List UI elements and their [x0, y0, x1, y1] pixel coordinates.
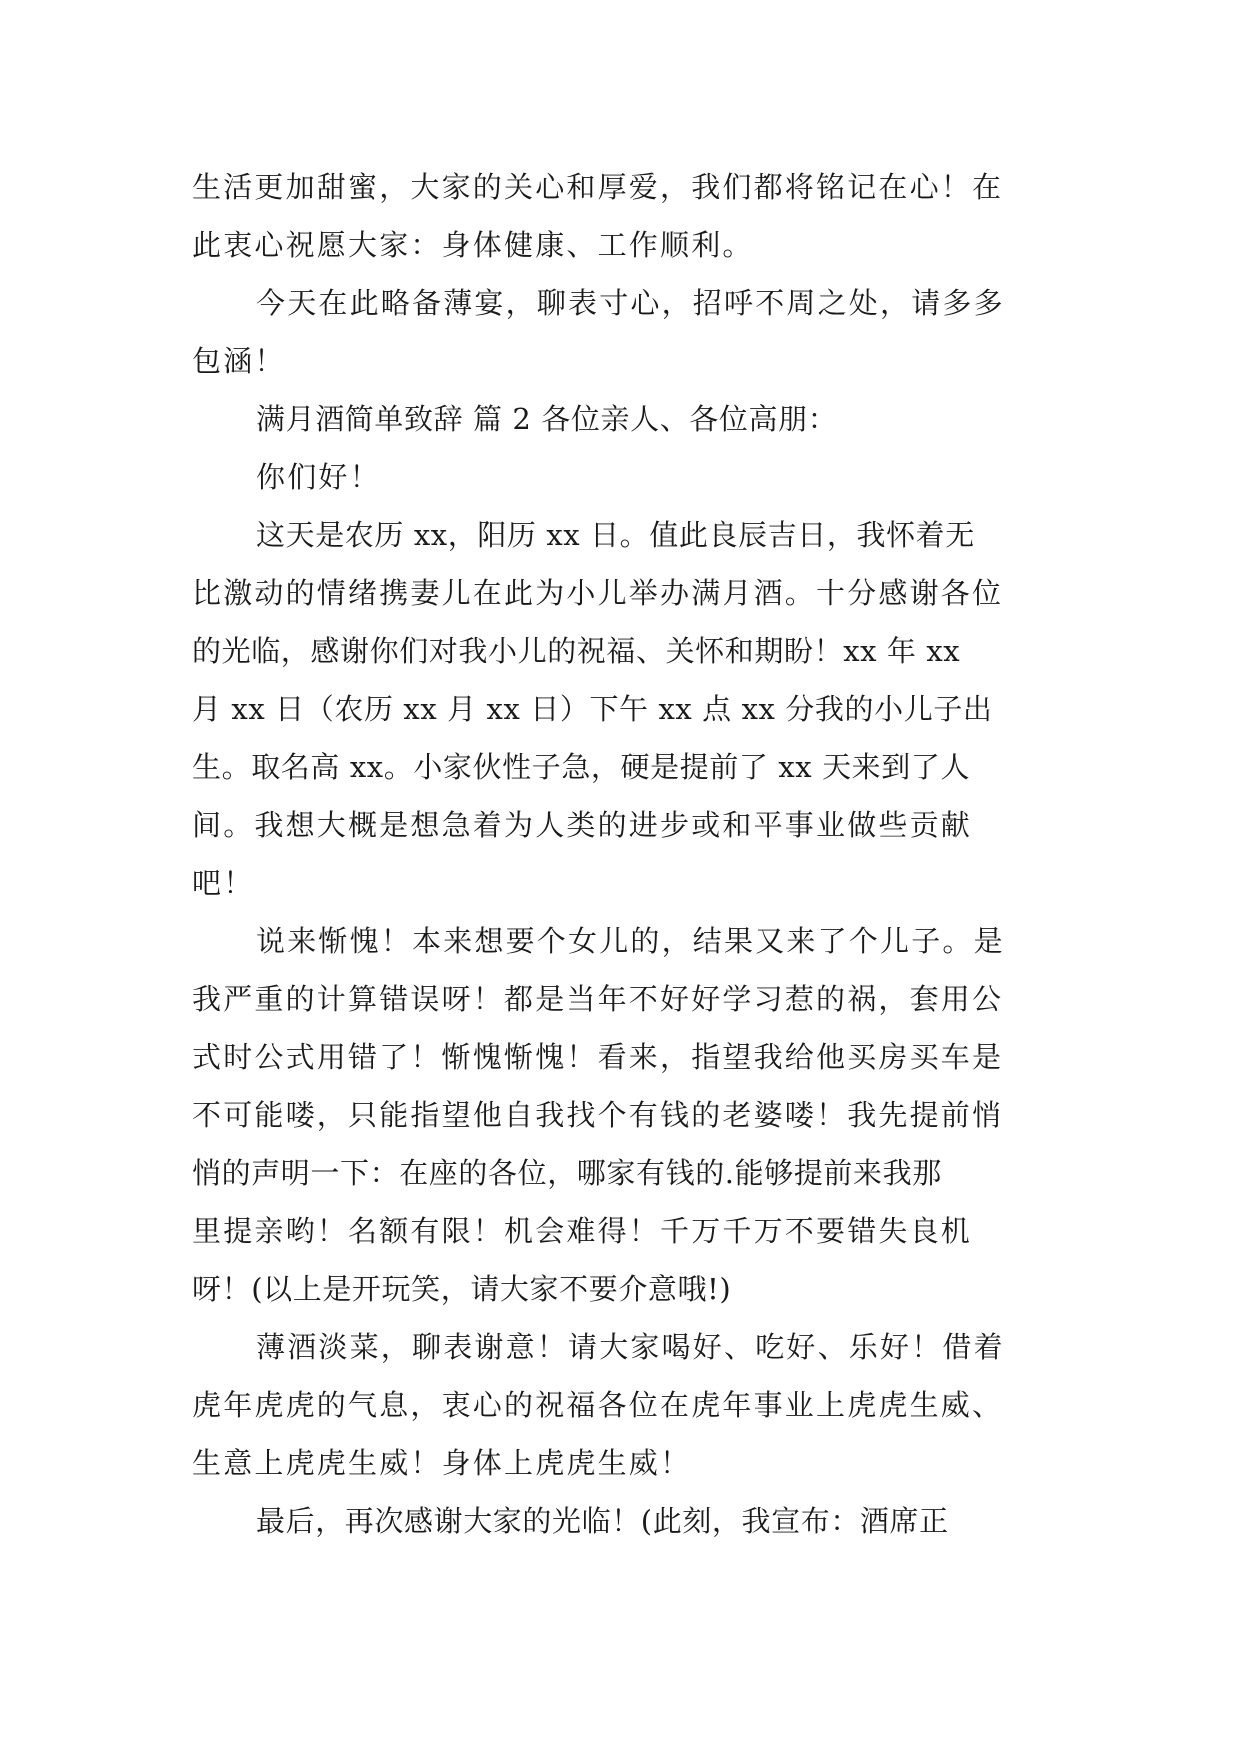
salutation: 你们好！ — [256, 460, 381, 494]
text-line: 生意上虎虎生威！身体上虎虎生威！ — [192, 1446, 692, 1480]
text-line: 式时公式用错了！惭愧惭愧！看来，指望我给他买房买车是 — [192, 1040, 1004, 1074]
text-line: 生活更加甜蜜，大家的关心和厚爱，我们都将铭记在心！在 — [192, 170, 1004, 204]
text-line: 比激动的情绪携妻儿在此为小儿举办满月酒。十分感谢各位 — [192, 576, 1004, 610]
text-line: 今天在此略备薄宴，聊表寸心，招呼不周之处，请多多 — [256, 286, 1005, 320]
text-line: 吧！ — [192, 866, 255, 900]
text-line: 的光临，感谢你们对我小儿的祝福、关怀和期盼！xx 年 xx — [192, 634, 961, 668]
text-line: 我严重的计算错误呀！都是当年不好好学习惹的祸，套用公 — [192, 982, 1004, 1016]
section-heading: 满月酒简单致辞 篇 2 各位亲人、各位高朋： — [256, 402, 838, 436]
document-body — [192, 158, 1062, 1550]
text-line: 这天是农历 xx，阳历 xx 日。值此良辰吉日，我怀着无 — [256, 518, 975, 552]
text-line: 此衷心祝愿大家：身体健康、工作顺利。 — [192, 228, 754, 262]
text-line: 悄的声明一下：在座的各位，哪家有钱的.能够提前来我那 — [192, 1156, 942, 1190]
text-line: 月 xx 日（农历 xx 月 xx 日）下午 xx 点 xx 分我的小儿子出 — [192, 692, 993, 726]
text-line: 生。取名高 xx。小家伙性子急，硬是提前了 xx 天来到了人 — [192, 750, 971, 784]
text-line: 薄酒淡菜，聊表谢意！请大家喝好、吃好、乐好！借着 — [256, 1330, 1005, 1364]
text-line: 最后，再次感谢大家的光临！(此刻，我宣布：酒席正 — [256, 1504, 949, 1538]
text-line: 虎年虎虎的气息，衷心的祝福各位在虎年事业上虎虎生威、 — [192, 1388, 1004, 1422]
text-line: 呀！(以上是开玩笑，请大家不要介意哦!) — [192, 1272, 732, 1306]
text-line: 间。我想大概是想急着为人类的进步或和平事业做些贡献 — [192, 808, 973, 842]
text-line: 不可能喽，只能指望他自我找个有钱的老婆喽！我先提前悄 — [192, 1098, 1004, 1132]
text-line: 说来惭愧！本来想要个女儿的，结果又来了个儿子。是 — [256, 924, 1005, 958]
text-line: 里提亲哟！名额有限！机会难得！千万千万不要错失良机 — [192, 1214, 973, 1248]
text-line: 包涵！ — [192, 344, 286, 378]
